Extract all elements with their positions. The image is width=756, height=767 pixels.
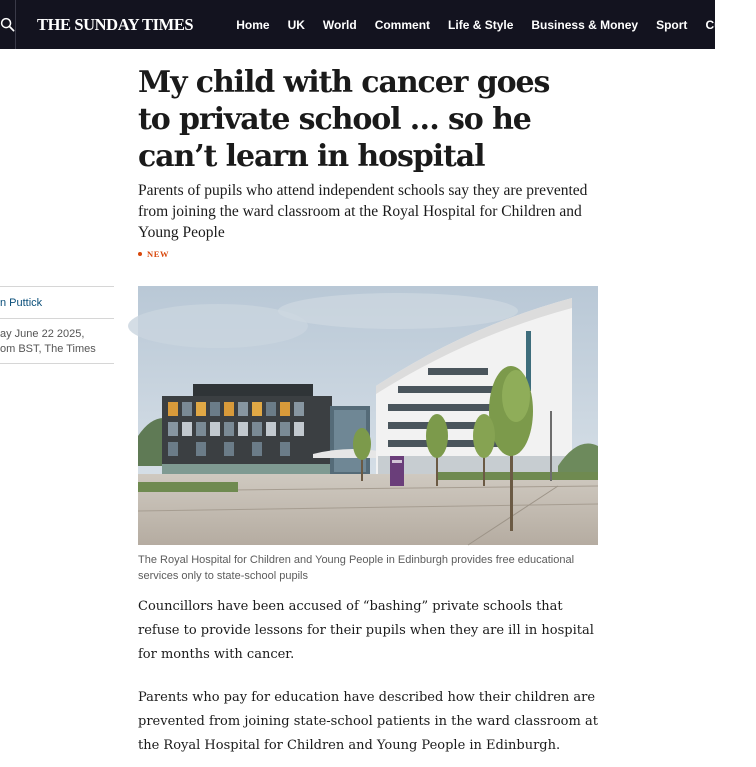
nav-sport[interactable]: Sport — [656, 17, 688, 32]
byline — [0, 286, 114, 364]
hero-image — [138, 286, 598, 545]
nav-culture[interactable]: Culture — [705, 17, 748, 32]
top-navigation-bar — [0, 0, 748, 49]
image-caption: The Royal Hospital for Children and Young People in Edinburgh provides free educational services only to state-school pupils — [138, 554, 575, 582]
byline-time: om BST, The Times — [0, 343, 96, 355]
hospital-photo — [138, 286, 598, 545]
byline-author-link[interactable]: n Puttick — [0, 297, 43, 309]
new-badge — [138, 249, 169, 259]
byline-date: ay June 22 2025, — [0, 328, 85, 340]
article-standfirst: Parents of pupils who attend independent schools say they are prevented from joining the ward classroom at the Royal Hospital for Children and Young People — [138, 182, 588, 241]
article-paragraph: Parents who pay for education have described how their children are prevented from joining state-school patients in the ward classroom at the Royal Hospital for Children and Young People in Edinburgh. — [138, 690, 598, 753]
byline-divider — [0, 318, 114, 319]
search-icon — [0, 17, 15, 32]
nav-comment[interactable]: Comment — [374, 17, 431, 32]
nav-business-money[interactable]: Business & Money — [531, 17, 639, 32]
section-nav — [227, 0, 756, 49]
article-headline: My child with cancer goes to private school … so he can’t learn in hospital — [138, 65, 550, 174]
new-dot-icon — [138, 252, 142, 256]
article-paragraph: Councillors have been accused of “bashing” private schools that refuse to provide lessons for their pupils when they are ill in hospital for months with cancer. — [138, 599, 594, 662]
new-badge-label: NEW — [147, 249, 170, 259]
nav-uk[interactable]: UK — [287, 17, 305, 32]
nav-world[interactable]: World — [322, 17, 357, 32]
nav-home[interactable]: Home — [236, 17, 270, 32]
masthead-logo[interactable]: THE SUNDAY TIMES — [37, 14, 194, 34]
search-button[interactable] — [0, 0, 16, 49]
nav-life-style[interactable]: Life & Style — [448, 17, 514, 32]
